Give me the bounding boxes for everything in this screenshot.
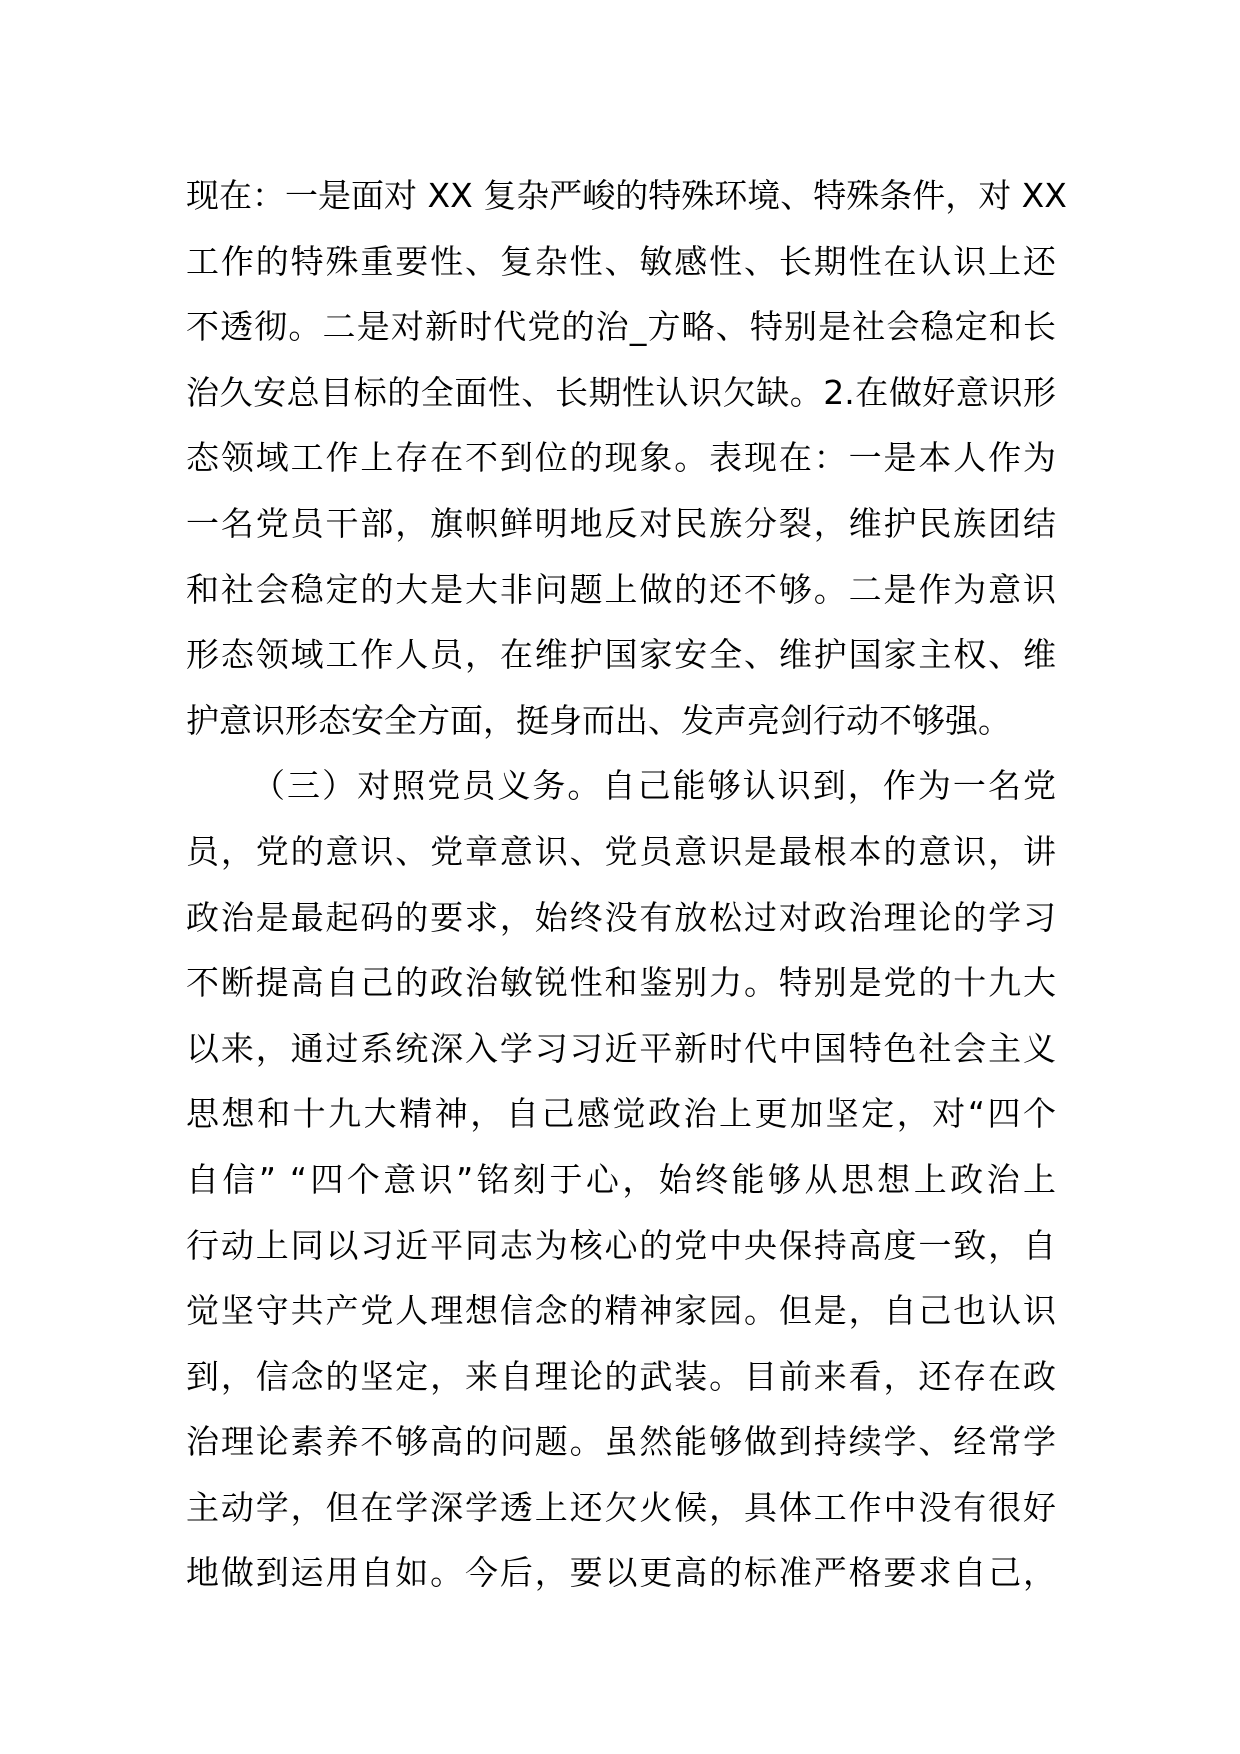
text-line: 治理论素养不够高的问题。虽然能够做到持续学、经常学	[186, 1422, 1056, 1462]
text-line: 主动学，但在学深学透上还欠火候，具体工作中没有很好	[186, 1487, 1056, 1527]
text-line: 不透彻。二是对新时代党的治_方略、特别是社会稳定和长	[186, 307, 1056, 347]
section-heading-line: （三）对照党员义务。自己能够认识到，作为一名党	[252, 766, 1056, 806]
text-line: 工作的特殊重要性、复杂性、敏感性、长期性在认识上还	[186, 241, 1056, 281]
text-line: 思想和十九大精神，自己感觉政治上更加坚定，对“四个	[186, 1094, 1056, 1134]
text-line: 觉坚守共产党人理想信念的精神家园。但是，自己也认识	[186, 1291, 1056, 1331]
text-line: 政治是最起码的要求，始终没有放松过对政治理论的学习	[186, 897, 1056, 937]
text-line: 员，党的意识、党章意识、党员意识是最根本的意识，讲	[186, 831, 1056, 871]
text-line: 护意识形态安全方面，挺身而出、发声亮剑行动不够强。	[186, 700, 1011, 740]
text-line: 到，信念的坚定，来自理论的武装。目前来看，还存在政	[186, 1356, 1056, 1396]
text-line: 现在：一是面对 XX 复杂严峻的特殊环境、特殊条件，对 XX	[186, 176, 1067, 215]
text-line: 和社会稳定的大是大非问题上做的还不够。二是作为意识	[186, 569, 1056, 609]
text-line: 自信” “四个意识”铭刻于心，始终能够从思想上政治上	[186, 1159, 1056, 1199]
text-line: 以来，通过系统深入学习习近平新时代中国特色社会主义	[186, 1028, 1056, 1068]
document-body	[186, 163, 1067, 1606]
text-line: 形态领域工作人员，在维护国家安全、维护国家主权、维	[186, 635, 1056, 675]
text-line: 态领域工作上存在不到位的现象。表现在：一是本人作为	[186, 438, 1056, 478]
text-line: 治久安总目标的全面性、长期性认识欠缺。2.在做好意识形	[186, 372, 1056, 412]
text-line: 地做到运用自如。今后，要以更高的标准严格要求自己，	[186, 1553, 1056, 1593]
text-line: 一名党员干部，旗帜鲜明地反对民族分裂，维护民族团结	[186, 503, 1056, 543]
text-line: 行动上同以习近平同志为核心的党中央保持高度一致，自	[186, 1225, 1056, 1265]
text-line: 不断提高自己的政治敏锐性和鉴别力。特别是党的十九大	[186, 963, 1056, 1003]
